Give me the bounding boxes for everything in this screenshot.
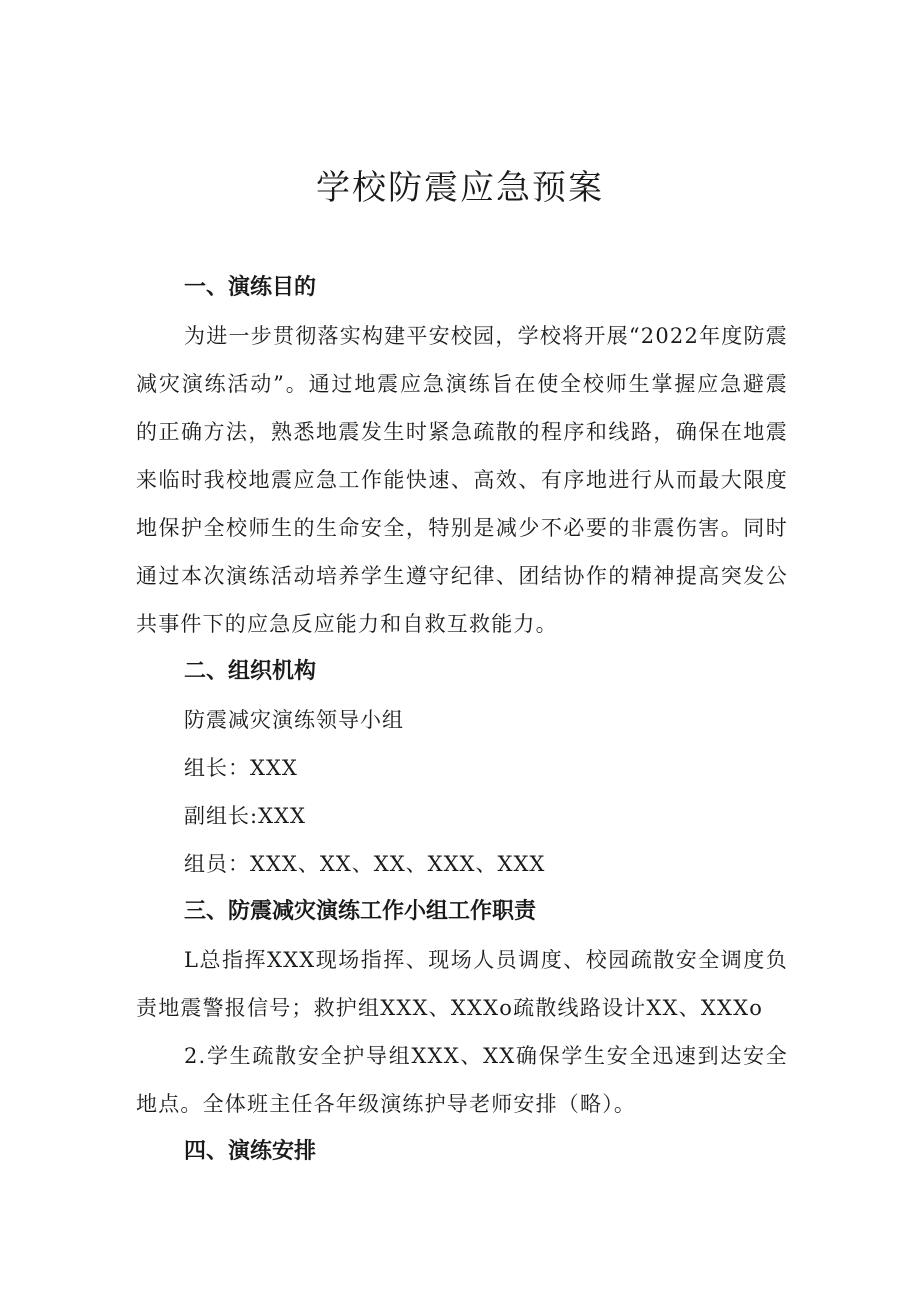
org-members: 组员：XXX、XX、XX、XXX、XXX xyxy=(184,852,546,876)
paragraph-duties-2: 2.学生疏散安全护导组XXX、XX确保学生安全迅速到达安全地点。全体班主任各年级演练护导老师安排（略）。 xyxy=(136,1044,788,1116)
document-title: 学校防震应急预案 xyxy=(316,168,604,208)
section-heading-schedule: 四、演练安排 xyxy=(184,1139,317,1164)
paragraph-duties-1: L总指挥XXX现场指挥、现场人员调度、校园疏散安全调度负责地震警报信号；救护组XXX、XXXo疏散线路设计XX、XXXo xyxy=(136,948,788,1020)
org-group-name: 防震减灾演练领导小组 xyxy=(184,708,404,732)
section-heading-organization: 二、组织机构 xyxy=(184,659,317,684)
section-heading-duties: 三、防震减灾演练工作小组工作职责 xyxy=(184,899,537,924)
org-leader: 组长：XXX xyxy=(184,756,298,780)
section-heading-purpose: 一、演练目的 xyxy=(184,275,317,300)
document-body xyxy=(136,264,788,1176)
paragraph-purpose: 为进一步贯彻落实构建平安校园，学校将开展“2022年度防震减灾演练活动”。通过地震应急演练旨在使全校师生掌握应急避震的正确方法，熟悉地震发生时紧急疏散的程序和线路，确保在地震来临时我校地震应急工作能快速、高效、有序地进行从而最大限度地保护全校师生的生命安全，特别是减少不必要的非震伤害。同时通过本次演练活动培养学生遵守纪律、团结协作的精神提高突发公共事件下的应急反应能力和自救互救能力。 xyxy=(136,324,788,636)
org-deputy-leader: 副组长:XXX xyxy=(184,804,306,828)
